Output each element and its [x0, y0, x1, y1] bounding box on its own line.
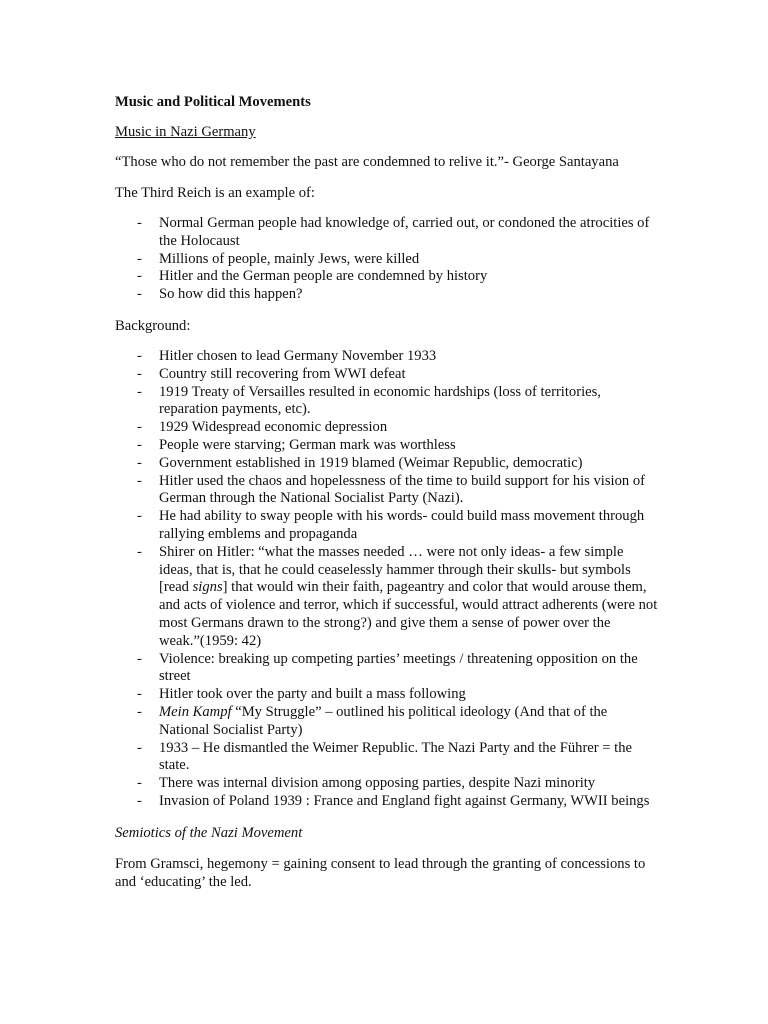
dash-bullet: -: [137, 383, 142, 400]
list-item-text: 1929 Widespread economic depression: [159, 419, 388, 436]
list-item: [115, 286, 660, 304]
third-reich-list: [115, 215, 660, 304]
section-heading-music-in-nazi-germany: Music in Nazi Germany: [115, 124, 256, 140]
dash-bullet: -: [137, 250, 142, 267]
list-item-text: So how did this happen?: [159, 286, 303, 303]
list-item: [115, 419, 660, 437]
list-item: [115, 651, 660, 687]
list-item: [115, 251, 660, 269]
dash-bullet: -: [137, 436, 142, 453]
background-list: [115, 348, 660, 811]
list-item: [115, 704, 660, 740]
dash-bullet: -: [137, 792, 142, 809]
dash-bullet: -: [137, 286, 142, 303]
list-item-text: 1919 Treaty of Versailles resulted in economic hardships (loss of territories, reparation payments, etc).: [159, 383, 601, 418]
list-item: [115, 544, 660, 651]
background-label: Background:: [115, 317, 191, 334]
list-item: [115, 473, 660, 509]
list-item-text: Hitler used the chaos and hopelessness of the time to build support for his vision of German through the National Socialist Party (Nazi).: [159, 472, 645, 507]
list-item-text: There was internal division among opposing parties, despite Nazi minority: [159, 775, 596, 792]
dash-bullet: -: [137, 215, 142, 231]
shirer-quote-end: ] that would win their faith, pageantry and color that would arouse them, and acts of violence and terror, which if successful, would attract adherents (were not most Germans drawn to the strong?) and give them a sense of power over the weak.”(1959: 42): [159, 579, 658, 649]
gramsci-paragraph: From Gramsci, hegemony = gaining consent to lead through the granting of concessions to and ‘educating’ the led.: [115, 855, 646, 890]
signs-italic: signs: [192, 579, 223, 596]
dash-bullet: -: [137, 775, 142, 792]
dash-bullet: -: [137, 508, 142, 525]
list-item-text: He had ability to sway people with his words- could build mass movement through rallying emblems and propaganda: [159, 508, 645, 542]
dash-bullet: -: [137, 543, 142, 560]
mein-kampf-title: Mein Kampf: [159, 703, 232, 720]
list-item: [115, 775, 660, 793]
list-item: [115, 384, 660, 420]
list-item-text: 1933 – He dismantled the Weimer Republic. The Nazi Party and the Führer = the state.: [159, 739, 632, 774]
dash-bullet: -: [137, 454, 142, 471]
document-title: Music and Political Movements: [115, 94, 311, 110]
list-item: [115, 215, 660, 251]
list-item: [115, 366, 660, 384]
dash-bullet: -: [137, 650, 142, 667]
shirer-quote-start: Shirer on Hitler: “what the masses needed … were not only ideas- a few simple ideas, that is, that he could ceaselessly hammer through their skulls- but symbols [read: [159, 543, 631, 596]
list-item: [115, 793, 660, 811]
dash-bullet: -: [137, 739, 142, 756]
list-item: [115, 740, 660, 776]
list-item-text: People were starving; German mark was worthless: [159, 436, 456, 453]
intro-paragraph: The Third Reich is an example of:: [115, 185, 315, 201]
document-page: [115, 93, 660, 904]
list-item: [115, 348, 660, 366]
mein-kampf-description: “My Struggle” – outlined his political ideology (And that of the National Socialist Party): [159, 703, 608, 738]
list-item-text: Country still recovering from WWI defeat: [159, 365, 406, 382]
dash-bullet: -: [137, 268, 142, 285]
list-item-text: Government established in 1919 blamed (Weimar Republic, democratic): [159, 454, 583, 471]
dash-bullet: -: [137, 703, 142, 720]
dash-bullet: -: [137, 686, 142, 703]
list-item: [115, 508, 660, 544]
dash-bullet: -: [137, 347, 142, 364]
list-item-text: Hitler took over the party and built a mass following: [159, 686, 466, 703]
dash-bullet: -: [137, 365, 142, 382]
list-item-text: Hitler and the German people are condemned by history: [159, 268, 488, 285]
list-item-text: Normal German people had knowledge of, carried out, or condoned the atrocities of the Holocaust: [159, 215, 650, 249]
list-item: [115, 437, 660, 455]
list-item: [115, 686, 660, 704]
list-item-text: Violence: breaking up competing parties’ meetings / threatening opposition on the street: [159, 650, 638, 685]
list-item: [115, 455, 660, 473]
list-item-text: Millions of people, mainly Jews, were killed: [159, 250, 420, 267]
dash-bullet: -: [137, 472, 142, 489]
section-heading-semiotics: Semiotics of the Nazi Movement: [115, 824, 303, 841]
list-item-text: Invasion of Poland 1939 : France and England fight against Germany, WWII beings: [159, 792, 650, 809]
santayana-quote: “Those who do not remember the past are condemned to relive it.”- George Santayana: [115, 154, 619, 170]
dash-bullet: -: [137, 419, 142, 436]
list-item: [115, 268, 660, 286]
list-item-text: Hitler chosen to lead Germany November 1933: [159, 347, 437, 364]
